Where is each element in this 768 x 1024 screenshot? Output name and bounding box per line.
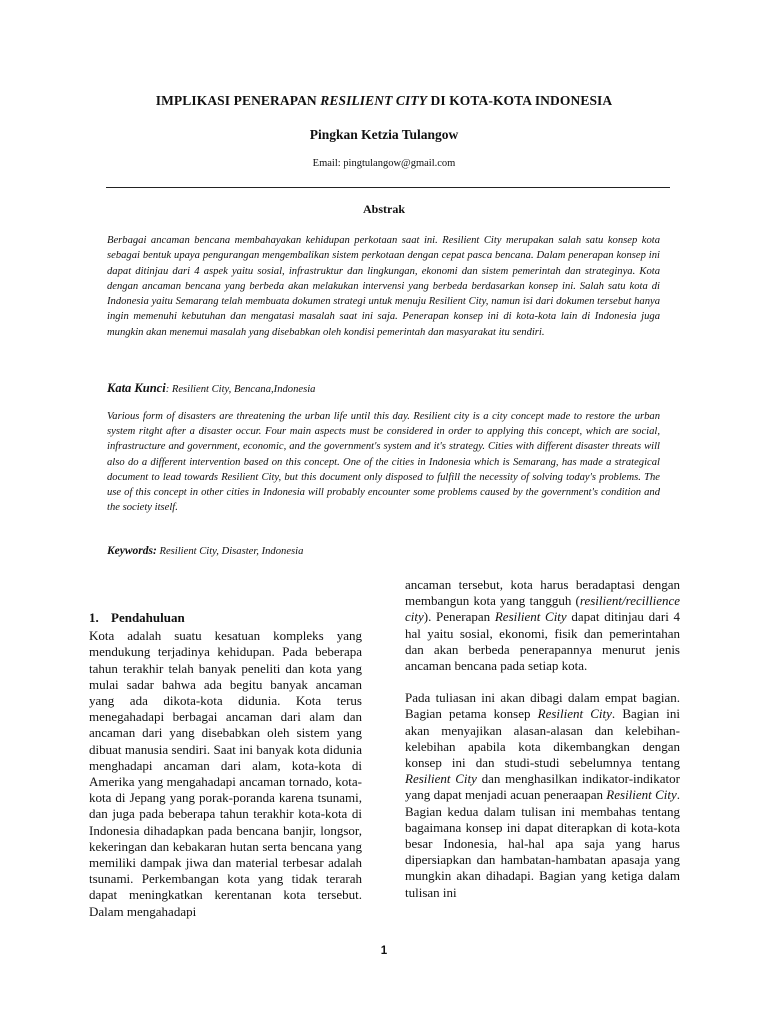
text-run: dan menghasilkan indikator-indikator yang dapat menjadi acuan peneraapan bbox=[405, 771, 680, 803]
paragraph-continuation bbox=[405, 577, 680, 674]
text-emphasis: Resilient City bbox=[494, 609, 567, 625]
section-heading bbox=[89, 610, 362, 626]
intro-paragraph: Kota adalah suatu kesatuan kompleks yang mendukung terjadinya kehidupan. Pada beberapa tahun terakhir telah banyak peneliti dan kota yang mulai sadar bahwa ada begitu banyak ancaman yang ada dikota-kota didunia. Kota terus menegahadapi berbagai ancaman dari alam dan ancaman dari yang disebabkan oleh sistem yang dibuat manusia sendiri. Saat ini banyak kota didunia menghadapi ancaman dari alam, kota-kota di Amerika yang mengahadapi ancaman tornado, kota-kota di Jepang yang porak-poranda karena tsunami, dan juga pada beberapa tahun terakhir kota-kota di Indonesia dihadapkan pada bencana banjir, longsor, kekeringan dan kebakaran hutan serta bencana yang memiliki dampak jiwa dan material terbesar adalah tsunami. Perkembangan kota yang tidak terarah dapat meningkatkan kerentanan kota tersebut. Dalam mengahadapi bbox=[89, 628, 362, 919]
title-emphasis: RESILIENT CITY bbox=[320, 93, 428, 108]
section-title: Pendahuluan bbox=[111, 610, 185, 625]
right-column bbox=[405, 577, 680, 901]
page-number: 1 bbox=[380, 945, 388, 957]
kata-kunci bbox=[107, 381, 660, 396]
title-suffix: DI KOTA-KOTA INDONESIA bbox=[427, 93, 613, 108]
abstract-heading: Abstrak bbox=[362, 202, 405, 216]
text-emphasis: Resilient City bbox=[405, 771, 477, 787]
text-emphasis: Resilient City bbox=[537, 706, 612, 722]
title-prefix: IMPLIKASI PENERAPAN bbox=[155, 93, 321, 108]
text-run: Pada tuliasan ini akan dibagi dalam empat bagian. Bagian petama konsep bbox=[405, 690, 680, 722]
author-email: Email: pingtulangow@gmail.com bbox=[312, 158, 456, 169]
text-run: . Bagian ini akan menyajikan alasan-alasan dan kelebihan-kelebihan apabila kota dikembangkan dengan konsep ini dan studi-studi sebelumnya tentang bbox=[405, 706, 681, 771]
left-column bbox=[89, 610, 362, 920]
abstract-text: Berbagai ancaman bencana membahayakan kehidupan perkotaan saat ini. Resilient City merupakan salah satu konsep kota sebagai bentuk upaya pengurangan mengembalikan sistem perkotaan dengan cepat pasca bencana. Dalam penerapan konsep ini dapat ditinjau dari 4 aspek yaitu sosial, infrastruktur dan lingkungan, ekonomi dan sistem pemerintah dan strateginya. Kota dengan ancaman bencana yang berbeda akan melakukan intervensi yang berbeda berdasarkan konsep ini. Salah satu kota di Indonesia yaitu Semarang telah membuata dokumen strategi untuk menuju Resilient City, namun isi dari dokumen tersebut hanya ingin memenuhi kebutuhan dan mengatasi masalah saat ini saja. Penerapan konsep ini di kota-kota lain di Indonesia juga mungkin akan menemui masalah yang disebabkan oleh kondisi pemerintah dan masyarakat itu sendiri. bbox=[107, 235, 660, 338]
keywords-value: Resilient City, Disaster, Indonesia bbox=[156, 546, 304, 557]
paper-title bbox=[0, 93, 768, 109]
section-number: 1. bbox=[89, 610, 99, 625]
author-name: Pingkan Ketzia Tulangow bbox=[309, 127, 459, 142]
text-run: ). Penerapan bbox=[423, 609, 495, 625]
kata-kunci-value: : Resilient City, Bencana,Indonesia bbox=[165, 384, 316, 395]
text-emphasis: Resilient City bbox=[606, 787, 677, 803]
keywords bbox=[107, 545, 660, 557]
keywords-label: Keywords: bbox=[107, 545, 157, 557]
text-run: . Bagian kedua dalam tulisan ini membahas tentang bagaimana konsep ini dapat diterapkan di kota-kota besar Indonesia, hal-hal apa saja yang harus dipersiapkan dan hambatan-hambatan apasaja yang mungkin akan dihadapi. Bagian yang ketiga dalam tulisan ini bbox=[405, 787, 680, 900]
text-run: ancaman tersebut, kota harus beradaptasi dengan membangun kota yang tangguh ( bbox=[405, 577, 680, 609]
text-emphasis: resilient/recillience city bbox=[405, 593, 680, 625]
paragraph-outline bbox=[405, 690, 680, 901]
text-run: dapat ditinjau dari 4 hal yaitu sosial, ekonomi, fisik dan pemerintahan dan akan berbeda penerapannya menurut jenis ancaman bencana pada setiap kota. bbox=[405, 609, 681, 674]
kata-kunci-label: Kata Kunci bbox=[107, 381, 166, 395]
header-divider bbox=[106, 187, 670, 188]
english-abstract: Various form of disasters are threatening the urban life until this day. Resilient city is a city concept made to restore the urban system ritght after a disaster occur. Four main aspects must be considered in order to applying this concept, which are social, infrastructure and government, economic, and the government's system and it's strategy. Cities with different disaster threats will also do a different intervention based on this concept. One of the cities in Indonesia which is Semarang, has made a strategical document to lead towards Resilient City, but this document only disposed to fulfill the necessity of solving today's problems. The use of this concept in other cities in Indonesia will probably encounter some problems caused by the government's condition and the society itself. bbox=[107, 411, 660, 514]
